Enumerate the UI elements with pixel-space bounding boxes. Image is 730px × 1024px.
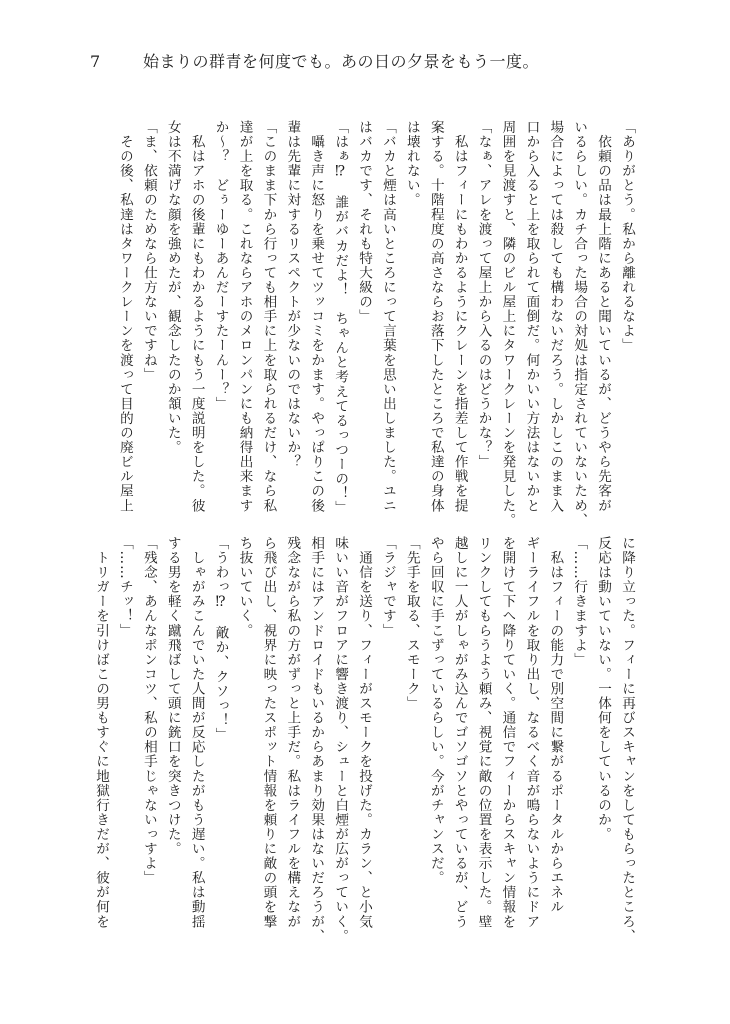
- text-line: する男を軽く蹴飛ばして頭に銃口を突きつけた。: [164, 536, 181, 857]
- text-line: 私はフィーにもわかるようにクレーンを指差して作戦を提: [451, 120, 468, 513]
- text-line: 依頼の品は最上階にあると聞いているが、どうやら先客が: [595, 120, 612, 513]
- page-number: 7: [90, 52, 101, 71]
- text-line: 私はアホの後輩にもわかるようにもう一度説明をした。彼: [188, 120, 205, 513]
- text-line: 周囲を見渡すと、隣のビル屋上にタワークレーンを発見した。: [499, 120, 516, 528]
- text-line: 反応は動いていない。一体何をしているのか。: [595, 536, 612, 842]
- text-line: 私はフィーの能力で別空間に繋がるポータルからエネル: [547, 536, 564, 915]
- text-line: ち抜いていく。: [236, 536, 253, 638]
- text-line: はバカです、それも特大級の」: [356, 120, 373, 324]
- text-line: ギーライフルを取り出し、なるべく音が鳴らないようにドア: [523, 536, 540, 929]
- text-line: 「はぁ⁉ 誰がバカだよ！ ちゃんと考えてるっつーの！」: [332, 120, 349, 516]
- text-line: 残念ながら私の方がずっと上手だ。私はライフルを構えなが: [284, 536, 301, 929]
- text-line: 女は不満げな顔を強めたが、観念したのか頷いた。: [164, 120, 181, 455]
- text-line: 「バカと煙は高いところにって言葉を思い出しました。ユニ: [379, 120, 396, 513]
- text-line: しゃがみこんでいた人間が反応したがもう遅い。私は動揺: [188, 536, 205, 929]
- text-line: 「なぁ、アレを渡って屋上から入るのはどうかな？」: [475, 120, 492, 470]
- text-line: 「このまま下から行っても相手に上を取られるだけ、なら私: [260, 120, 277, 513]
- text-line: いるらしい。カチ合った場合の対処は指定されていないため、: [571, 120, 588, 528]
- upper-text-block: [116, 120, 638, 528]
- text-line: 場合によっては殺しても構わないだろう。しかしこのまま入: [547, 120, 564, 513]
- text-line: トリガーを引けばこの男もすぐに地獄行きだが、彼が何を: [93, 536, 110, 929]
- text-line: に降り立った。フィーに再びスキャンをしてもらったところ、: [619, 536, 635, 944]
- text-line: 「うわっ⁉ 敵か、クソっ！」: [212, 536, 229, 743]
- text-line: 囁き声に怒りを乗せてツッコミをかます。やっぱりこの後: [308, 120, 325, 513]
- text-line: 「ラジャです」: [379, 536, 396, 638]
- page-title: 始まりの群青を何度でも。あの日の夕景をもう一度。: [143, 52, 540, 71]
- text-line: 味いい音がフロアに響き渡り、シューと白煙が広がっていく。: [332, 536, 349, 944]
- text-line: を開けて下へ降りていく。通信でフィーからスキャン情報を: [499, 536, 516, 929]
- text-line: 達が上を取る。これならアホのメロンパンにも納得出来ます: [236, 120, 253, 513]
- text-line: 案する。十階程度の高さならお落下したところで私達の身体: [427, 120, 444, 513]
- text-line: 輩は先輩に対するリスペクトが少ないのではないか？: [284, 120, 301, 470]
- text-line: 「残念、あんなポンコツ、私の相手じゃないっすよ」: [140, 536, 157, 886]
- text-line: 越しに一人がしゃがみ込んでゴソゴソとやっているが、どう: [451, 536, 468, 929]
- text-line: 相手にはアンドロイドもいるからあまり効果はないだろうが、: [308, 536, 325, 944]
- text-line: 「ま、依頼のためなら仕方ないですね」: [140, 120, 157, 382]
- text-line: 「……行きますよ」: [571, 536, 588, 667]
- text-line: は壊れない。: [403, 120, 420, 208]
- text-line: その後、私達はタワークレーンを渡って目的の廃ビル屋上: [116, 120, 133, 513]
- text-line: リンクしてもらうよう頼み、視覚に敵の位置を表示した。壁: [475, 536, 492, 929]
- lower-text-block: [93, 536, 638, 944]
- text-line: 「……チッ！」: [116, 536, 133, 638]
- text-line: 口から入ると上を取られて面倒だ。何かいい方法はないかと: [523, 120, 540, 513]
- text-line: 「先手を取る、スモーク」: [403, 536, 420, 711]
- text-line: か〜？ どぅーゆーあんだーすたーんー？」: [212, 120, 229, 411]
- text-line: 「ありがとう。私から離れるなよ」: [619, 120, 635, 353]
- text-line: 通信を送り、フィーがスモークを投げた。カラン、と小気: [356, 536, 373, 929]
- text-line: やら回収に手こずっているらしい。今がチャンスだ。: [427, 536, 444, 886]
- text-line: ら飛び出し、視界に映ったスポット情報を頼りに敵の頭を撃: [260, 536, 277, 929]
